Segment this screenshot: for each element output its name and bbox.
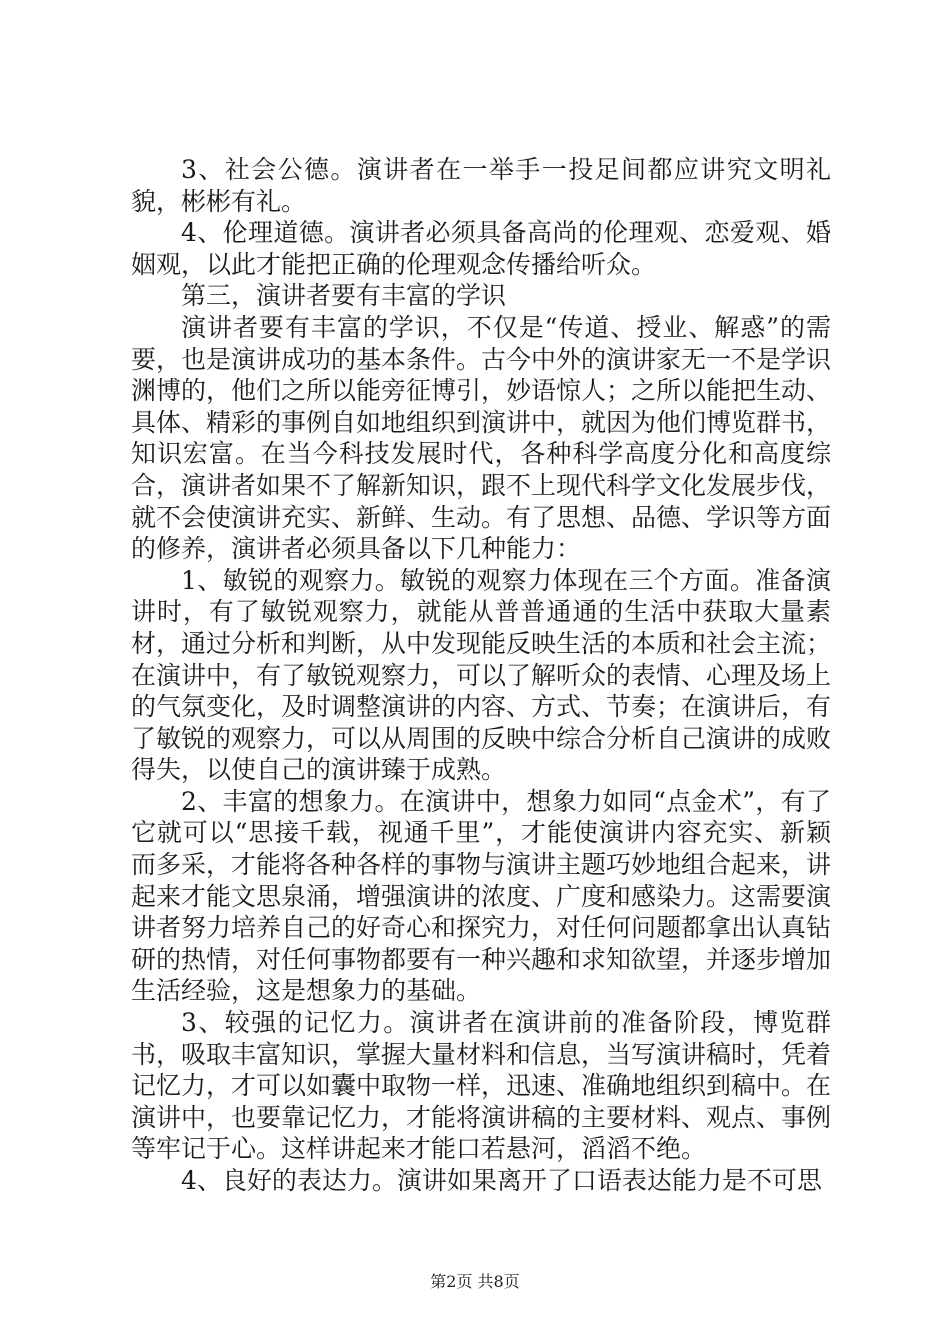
section-heading-knowledge: 第三，演讲者要有丰富的学识 [181,281,507,311]
paragraph-memory: 3、较强的记忆力。演讲者在演讲前的准备阶段，博览群书，吸取丰富知识，掌握大量材料和信息，当写演讲稿时，凭着记忆力，才可以如囊中取物一样，迅速、准确地组织到稿中。在演讲中，也要靠记忆力，才能将演讲稿的主要材料、观点、事例等牢记于心。这样讲起来才能口若悬河，滔滔不绝。 [131,1008,832,1164]
document-body [131,154,831,1197]
paragraph-knowledge: 演讲者要有丰富的学识，不仅是“传道、授业、解惑”的需要，也是演讲成功的基本条件。古今中外的演讲家无一不是学识渊博的，他们之所以能旁征博引，妙语惊人；之所以能把生动、具体、精彩的事例自如地组织到演讲中，就因为他们博览群书，知识宏富。在当今科技发展时代，各种科学高度分化和高度综合，演讲者如果不了解新知识，跟不上现代科学文化发展步伐，就不会使演讲充实、新鲜、生动。有了思想、品德、学识等方面的修养，演讲者必须具备以下几种能力： [131,312,832,564]
page-number-indicator: 第2页 共8页 [430,1272,520,1291]
paragraph-expression: 4、良好的表达力。演讲如果离开了口语表达能力是不可思 [181,1166,822,1195]
paragraph-imagination: 2、丰富的想象力。在演讲中，想象力如同“点金术”，有了它就可以“思接千载，视通千里”，才能使演讲内容充实、新颖而多采，才能将各种各样的事物与演讲主题巧妙地组合起来，讲起来才能文思泉涌，增强演讲的浓度、广度和感染力。这需要演讲者努力培养自己的好奇心和探究力，对任何问题都拿出认真钻研的热情，对任何事物都要有一种兴趣和求知欲望，并逐步增加生活经验，这是想象力的基础。 [131,786,832,1006]
paragraph-observation: 1、敏锐的观察力。敏锐的观察力体现在三个方面。准备演讲时，有了敏锐观察力，就能从普普通通的生活中获取大量素材，通过分析和判断，从中发现能反映生活的本质和社会主流；在演讲中，有了敏锐观察力，可以了解听众的表情、心理及场上的气氛变化，及时调整演讲的内容、方式、节奏；在演讲后，有了敏锐的观察力，可以从周围的反映中综合分析自己演讲的成败得失，以使自己的演讲臻于成熟。 [131,565,832,785]
paragraph-social-morality: 3、社会公德。演讲者在一举手一投足间都应讲究文明礼貌，彬彬有礼。 [131,155,831,216]
page-footer [0,1272,950,1292]
paragraph-ethics: 4、伦理道德。演讲者必须具备高尚的伦理观、恋爱观、婚姻观，以此才能把正确的伦理观念传播给听众。 [131,218,831,279]
